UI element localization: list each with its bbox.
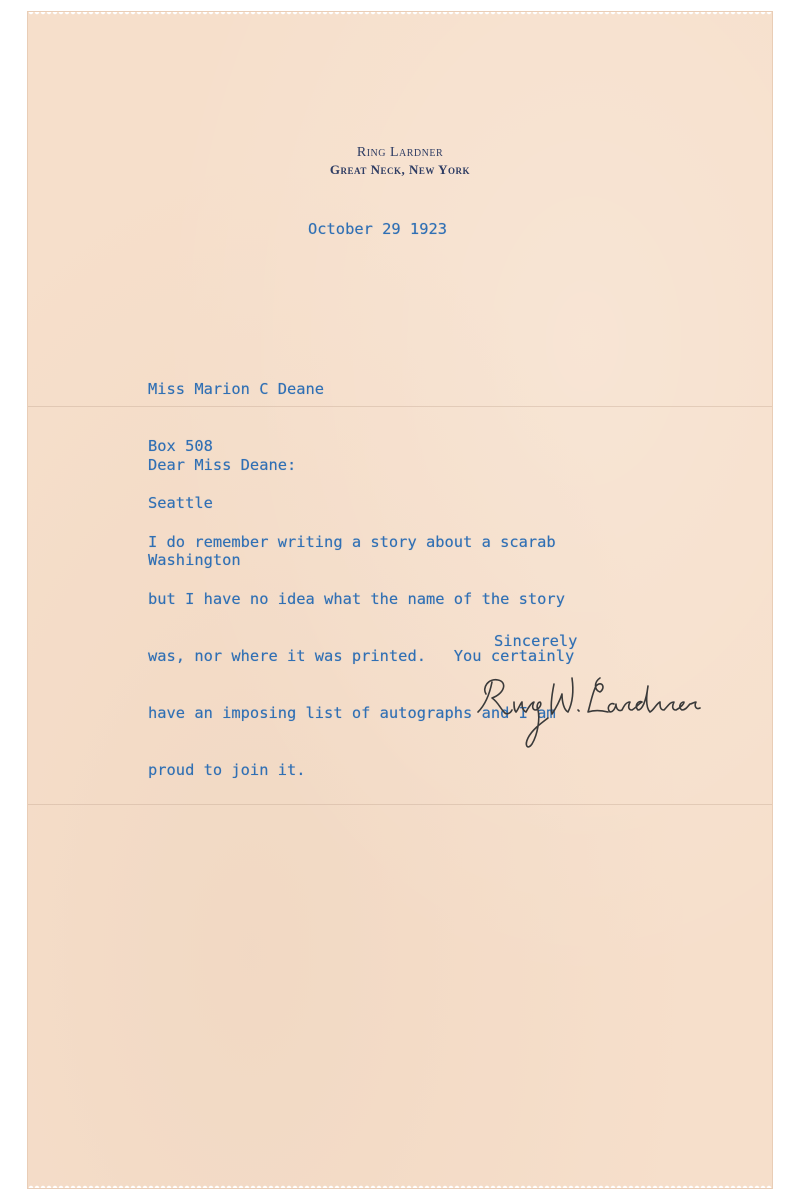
letter-date: October 29 1923: [308, 220, 447, 238]
letterhead-name: Ring Lardner: [356, 145, 444, 160]
letter-body: [148, 495, 574, 818]
letterhead-place: Great Neck, New York: [329, 162, 471, 177]
body-line: I do remember writing a story about a scarab: [148, 533, 556, 551]
body-line: have an imposing list of autographs and I am: [148, 704, 556, 722]
body-line: was, nor where it was printed. You certainly: [148, 647, 575, 665]
recipient-city: Seattle: [148, 494, 213, 512]
recipient-name: Miss Marion C Deane: [148, 380, 325, 398]
body-line: proud to join it.: [148, 761, 306, 779]
salutation: Dear Miss Deane:: [148, 456, 297, 474]
handwritten-signature: [468, 658, 718, 758]
closing: Sincerely: [494, 632, 578, 650]
recipient-box: Box 508: [148, 437, 213, 455]
fold-line-upper: [28, 406, 772, 407]
body-line: but I have no idea what the name of the story: [148, 590, 565, 608]
letter-page: [28, 12, 772, 1188]
recipient-state: Washington: [148, 551, 241, 569]
